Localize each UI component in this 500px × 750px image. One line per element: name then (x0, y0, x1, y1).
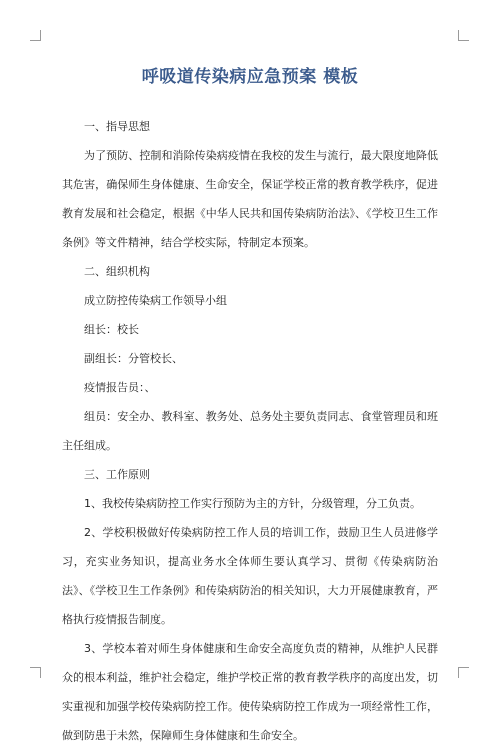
section-heading-principles: 三、工作原则 (84, 468, 150, 481)
paragraph-guiding-ideology: 为了预防、控制和消除传染病疫情在我校的发生与流行，最大限度地降低其危害，确保师生身体健康、生命安全，保证学校正常的教育教学秩序，促进教育发展和社会稳定，根据《中华人民共和国传染病防治法》、《学校卫生工作条例》等文件精神，结合学校实际，特制定本预案。 (62, 149, 438, 249)
section-heading-guiding-ideology: 一、指导思想 (84, 120, 150, 133)
paragraph-group-leader: 组长：校长 (84, 323, 139, 336)
document-body (62, 112, 438, 750)
paragraph-deputy-leader: 副组长：分管校长、 (84, 352, 183, 365)
paragraph-principle-3: 3、学校本着对师生身体健康和生命安全高度负责的精神，从维护人民群众的根本利益，维护社会稳定，维护学校正常的教育教学秩序的高度出发，切实重视和加强学校传染病防控工作。使传染病防控工作成为一项经常性工作，做到防患于未然，保障师生身体健康和生命安全。 (62, 642, 438, 742)
crop-mark-top-right (458, 30, 469, 41)
paragraph-members: 组员：安全办、教科室、教务处、总务处主要负责同志、食堂管理员和班主任组成。 (62, 410, 438, 452)
section-heading-organization: 二、组织机构 (84, 265, 150, 278)
paragraph-epidemic-reporter: 疫情报告员：、 (84, 381, 156, 394)
crop-mark-bottom-right (458, 667, 469, 678)
paragraph-principle-1: 1、我校传染病防控工作实行预防为主的方针，分级管理，分工负责。 (84, 497, 421, 510)
crop-mark-bottom-left (30, 667, 41, 678)
document-title: 呼吸道传染病应急预案 模板 (141, 67, 359, 87)
paragraph-principle-2: 2、学校积极做好传染病防控工作人员的培训工作，鼓励卫生人员进修学习，充实业务知识，提高业务水全体师生要认真学习、贯彻《传染病防治法》、《学校卫生工作条例》和传染病防治的相关知识，大力开展健康教育，严格执行疫情报告制度。 (62, 526, 438, 626)
paragraph-leading-group: 成立防控传染病工作领导小组 (84, 294, 227, 307)
crop-mark-top-left (30, 30, 41, 41)
